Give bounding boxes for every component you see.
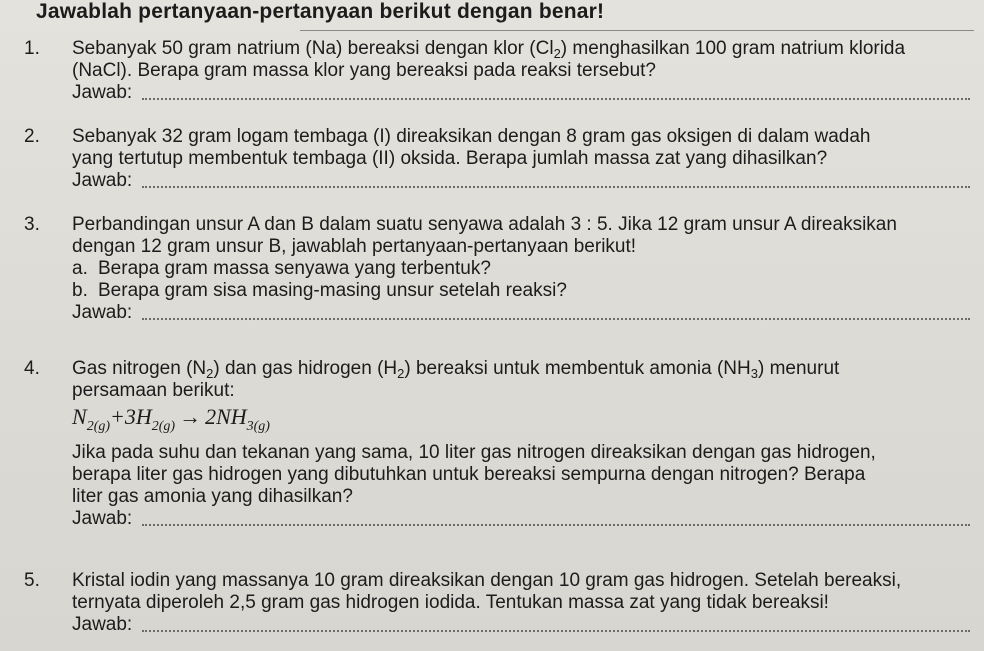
question-text: Kristal iodin yang massanya 10 gram direaksikan dengan 10 gram gas hidrogen. Setelah bereaksi, ternyata diperoleh 2,5 gram gas hidrogen iodida. Tentukan massa zat yang tidak bereaksi! Jawab:	[72, 570, 970, 636]
answer-line[interactable]: Jawab:	[72, 170, 970, 192]
answer-dots	[142, 97, 970, 100]
reaction-arrow-icon: →	[179, 404, 202, 429]
question-text: Gas nitrogen $(N_2)$ dan gas hidrogen $(H_2)$ bereaksi untuk membentuk amonia $(NH_3)$ menurut persamaan berikut: $N_{2(g)}+3H_{2(g)} \to 2NH_{3(g)}$ Jika pada suhu dan tekanan yang sama, 10 liter gas nitrogen direaksikan dengan gas hidrogen, berapa liter gas hidrogen yang dibutuhkan untuk bereaksi sempurna dengan nitrogen? Berapa liter gas amonia yang dihasilkan? Jawab:	[72, 358, 970, 530]
header-rule	[300, 30, 974, 31]
answer-line[interactable]: Jawab:	[72, 302, 970, 324]
answer-dots	[142, 185, 970, 188]
answer-dots	[142, 317, 970, 320]
question-text: Sebanyak 50 gram natrium (Na) bereaksi dengan klor $(Cl_2)$ menghasilkan 100 gram natrium klorida (NaCl). Berapa gram massa klor yang bereaksi pada reaksi tersebut? Jawab:	[72, 38, 970, 104]
answer-line[interactable]: Jawab:	[72, 614, 970, 636]
question-number: 5.	[24, 570, 40, 591]
worksheet-title: Jawablah pertanyaan-pertanyaan berikut dengan benar!	[36, 0, 605, 23]
answer-dots	[142, 523, 970, 526]
answer-line[interactable]: Jawab:	[72, 508, 970, 530]
question-number: 2.	[24, 126, 40, 147]
sub-question-a: a. Berapa gram massa senyawa yang terbentuk?	[72, 258, 491, 279]
question-number: 3.	[24, 214, 40, 235]
reaction-equation: $N_{2(g)}+3H_{2(g)} \to 2NH_{3(g)}$	[72, 404, 270, 434]
question-number: 4.	[24, 358, 40, 379]
question-text: Perbandingan unsur A dan B dalam suatu senyawa adalah 3 : 5. Jika 12 gram unsur A direaksikan dengan 12 gram unsur B, jawablah pertanyaan-pertanyaan berikut! a. Berapa gram massa senyawa yang terbentuk? b. Berapa gram sisa masing-masing unsur setelah reaksi? Jawab:	[72, 214, 970, 324]
answer-dots	[142, 629, 970, 632]
question-text: Sebanyak 32 gram logam tembaga (I) direaksikan dengan 8 gram gas oksigen di dalam wadah yang tertutup membentuk tembaga (II) oksida. Berapa jumlah massa zat yang dihasilkan? Jawab:	[72, 126, 970, 192]
answer-line[interactable]: Jawab:	[72, 82, 970, 104]
sub-question-b: b. Berapa gram sisa masing-masing unsur setelah reaksi?	[72, 280, 567, 301]
question-number: 1.	[24, 38, 40, 59]
